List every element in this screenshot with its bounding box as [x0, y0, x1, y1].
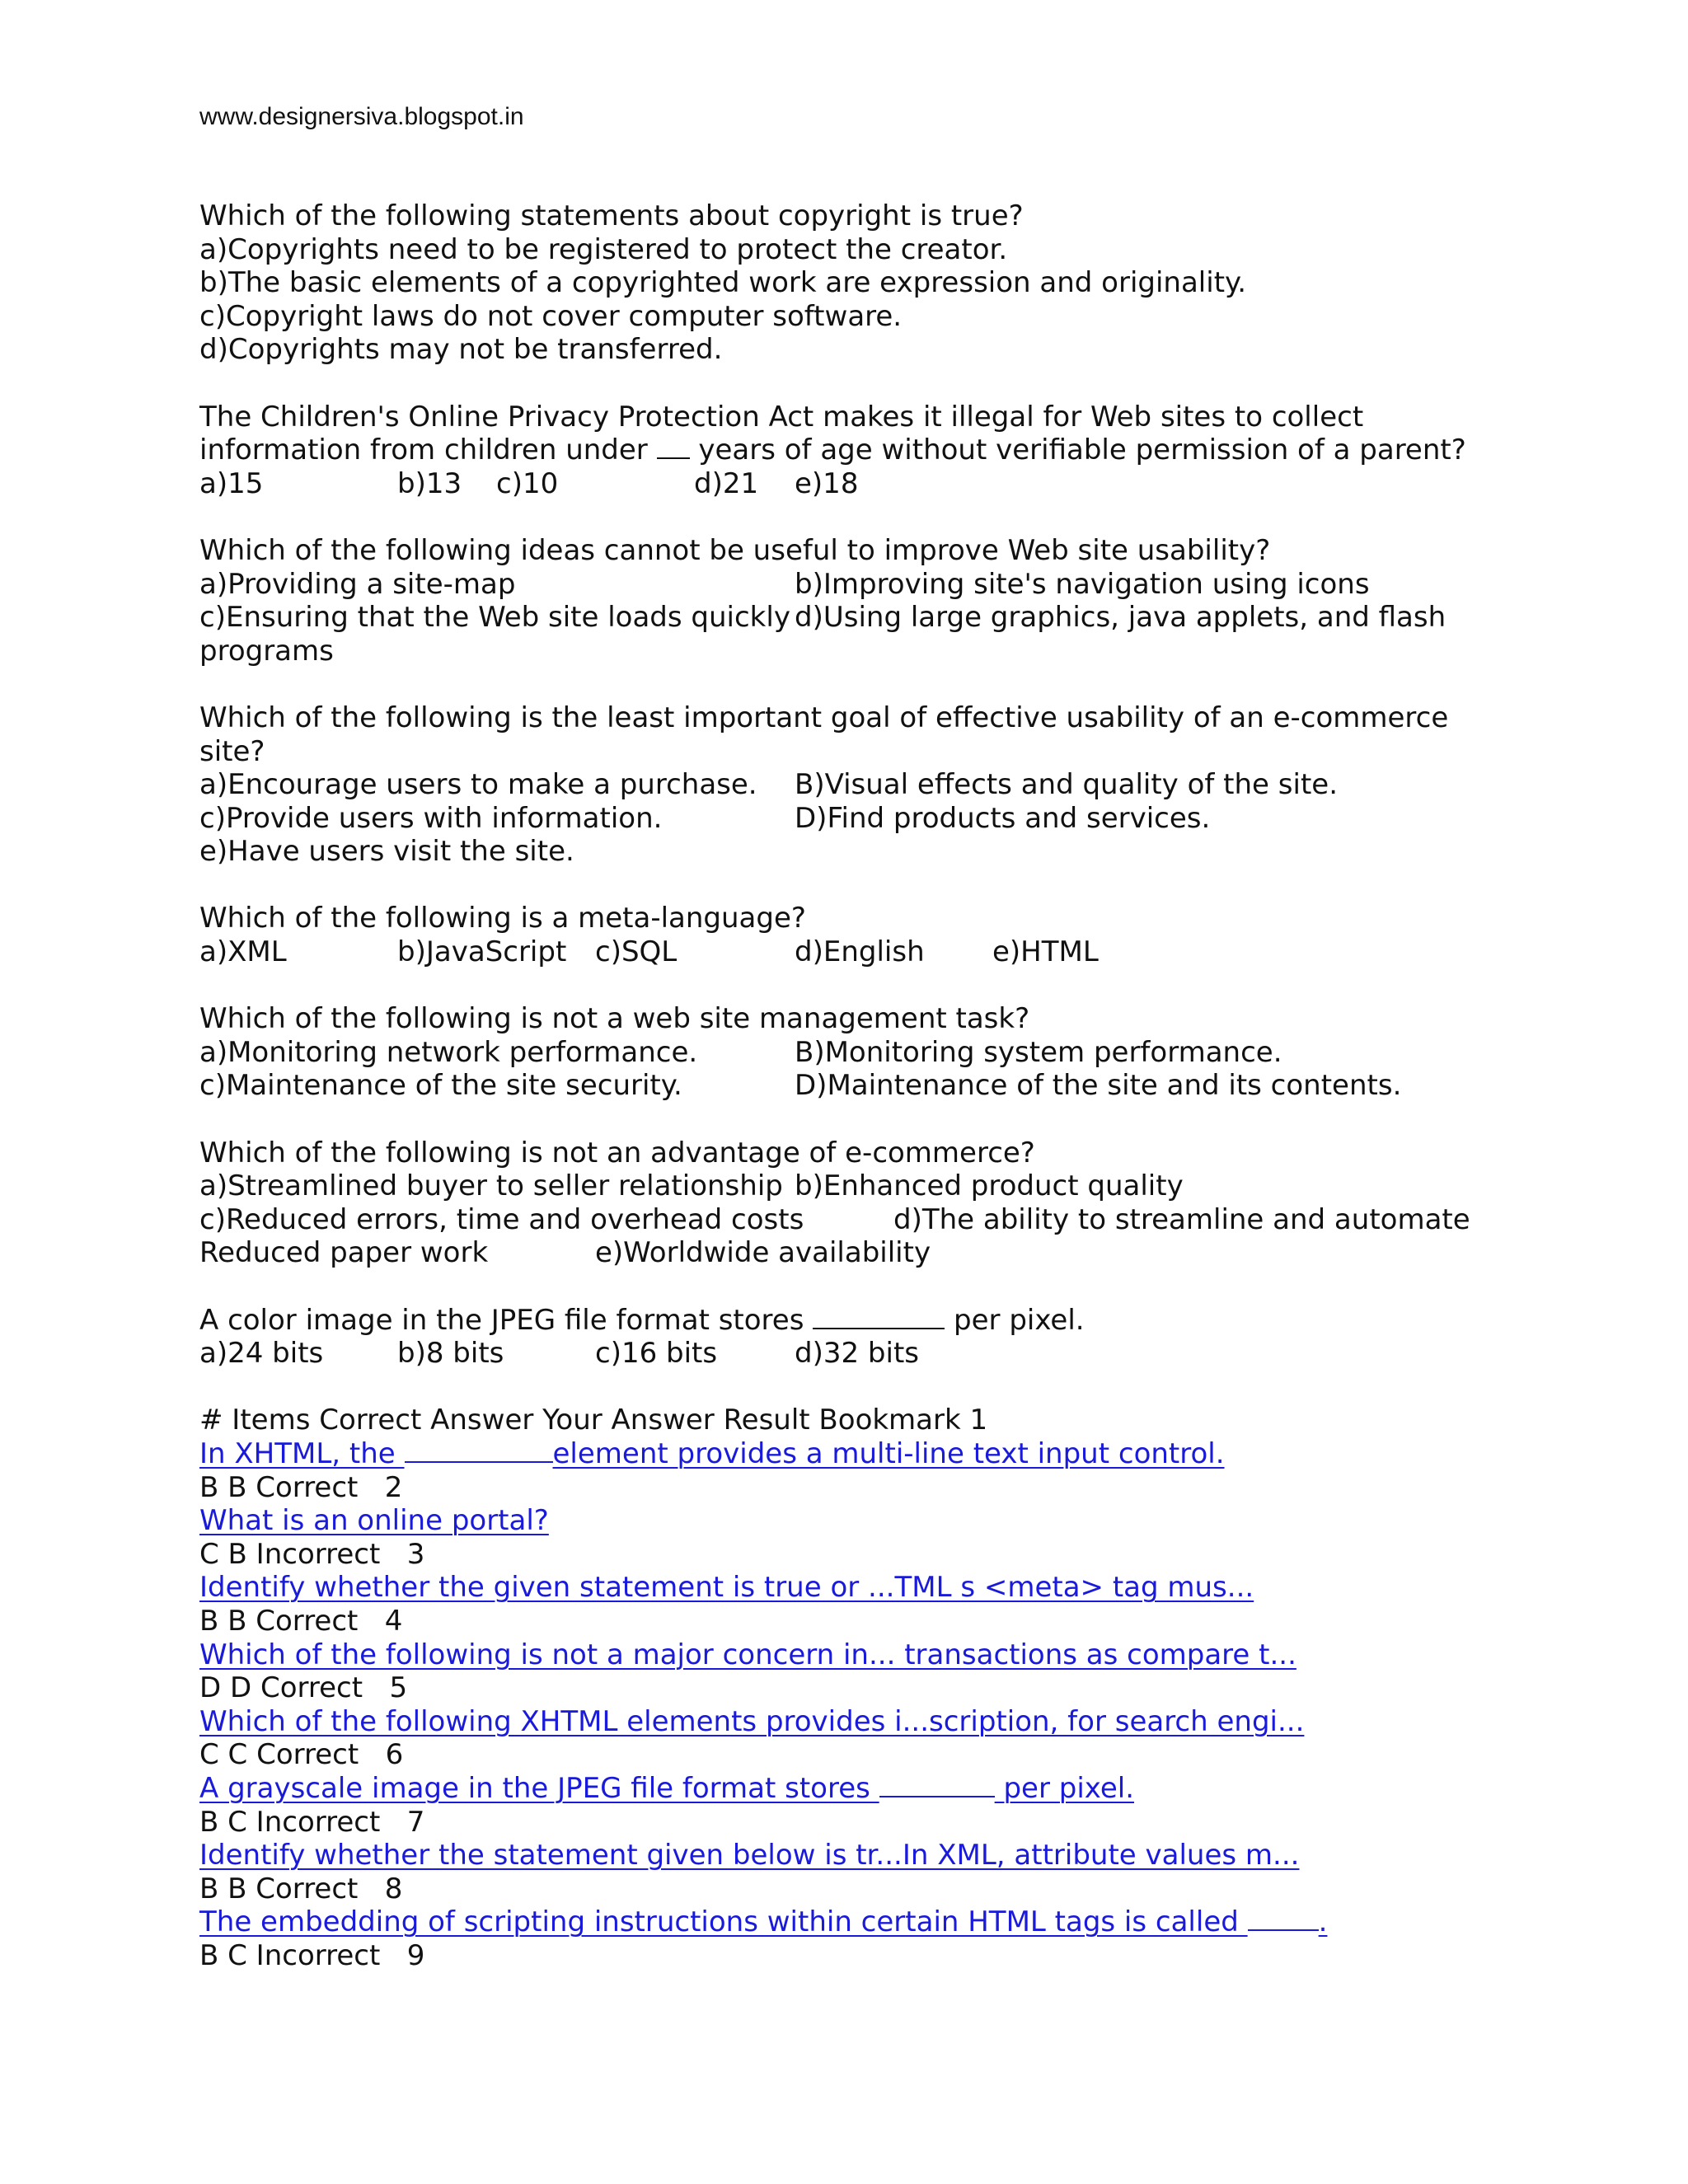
question-text: site? [199, 734, 265, 768]
option-row [199, 935, 1502, 969]
result-item [199, 1571, 1502, 1605]
question-link[interactable]: What is an online portal? [199, 1504, 549, 1538]
option-row [199, 1069, 1502, 1103]
option-row [199, 1337, 1502, 1371]
spacer [199, 969, 1502, 1003]
question-link[interactable]: Identify whether the statement given below is tr...In XML, attribute values m... [199, 1839, 1300, 1872]
option: a)15 [199, 466, 264, 500]
result-item [199, 1504, 1502, 1538]
option: c)Ensuring that the Web site loads quickly [199, 601, 790, 635]
option: a)Encourage users to make a purchase. [199, 768, 757, 802]
option: d)21 [694, 466, 759, 500]
spacer [199, 1270, 1502, 1304]
option: b)8 bits [397, 1337, 504, 1371]
option: B)Monitoring system performance. [795, 1035, 1282, 1069]
option-row [199, 1169, 1502, 1203]
option: a)24 bits [199, 1337, 324, 1371]
link-blank [879, 1795, 995, 1797]
option: c)Maintenance of the site security. [199, 1069, 682, 1103]
option-row [199, 1036, 1502, 1070]
option: a)Monitoring network performance. [199, 1035, 698, 1069]
results-header: # Items Correct Answer Your Answer Result Bookmark 1 [199, 1404, 988, 1437]
option: a)Copyrights need to be registered to protect the creator. [199, 232, 1008, 266]
question-link[interactable]: Which of the following is not a major concern in... transactions as compare t... [199, 1638, 1296, 1671]
option: c)SQL [595, 935, 678, 969]
option: e)Have users visit the site. [199, 835, 574, 869]
result-status: C B Incorrect 3 [199, 1537, 425, 1571]
result-item [199, 1839, 1502, 1872]
question-link[interactable]: The embedding of scripting instructions within certain HTML tags is called . [199, 1905, 1328, 1939]
option: d)English [795, 935, 925, 969]
question-text: Which of the following ideas cannot be useful to improve Web site usability? [199, 533, 1271, 567]
question-link[interactable]: A grayscale image in the JPEG file format stores per pixel. [199, 1771, 1135, 1805]
spacer [199, 1371, 1502, 1404]
option: D)Maintenance of the site and its contents. [795, 1069, 1402, 1103]
answer-blank [657, 457, 690, 459]
result-item [199, 1772, 1502, 1806]
result-item [199, 1705, 1502, 1739]
result-item [199, 1437, 1502, 1471]
option: d)Copyrights may not be transferred. [199, 333, 723, 367]
option: b)13 [397, 466, 462, 500]
option: e)Worldwide availability [595, 1236, 931, 1270]
option: c)16 bits [595, 1337, 718, 1371]
result-status: D D Correct 5 [199, 1671, 408, 1705]
link-blank [1248, 1929, 1319, 1931]
option: c)10 [496, 466, 559, 500]
option: c)Reduced errors, time and overhead costs [199, 1202, 804, 1236]
option: d)The ability to streamline and automate [893, 1202, 1470, 1236]
option: d)32 bits [795, 1337, 919, 1371]
result-status: B C Incorrect 7 [199, 1805, 425, 1839]
result-status: B B Correct 4 [199, 1604, 403, 1638]
result-item [199, 1638, 1502, 1672]
option: a)XML [199, 935, 287, 969]
result-status: B C Incorrect 9 [199, 1938, 425, 1972]
option: D)Find products and services. [795, 801, 1211, 835]
question-text: Which of the following is a meta-language? [199, 902, 806, 935]
option: Reduced paper work [199, 1236, 489, 1270]
spacer [199, 500, 1502, 534]
question-text: information from children under years of age without verifiable permission of a parent? [199, 434, 1466, 467]
option-row [199, 568, 1502, 602]
option-row [199, 601, 1502, 635]
question-text: The Children's Online Privacy Protection Act makes it illegal for Web sites to collect [199, 400, 1364, 434]
spacer [199, 869, 1502, 902]
question-link[interactable]: Which of the following XHTML elements provides i...scription, for search engi... [199, 1704, 1305, 1738]
question-link[interactable]: In XHTML, the element provides a multi-line text input control. [199, 1436, 1225, 1470]
result-item [199, 1905, 1502, 1939]
question-text: Which of the following is not a web site management task? [199, 1002, 1030, 1036]
answer-blank [813, 1327, 945, 1329]
option-row [199, 1203, 1502, 1237]
option-row [199, 1236, 1502, 1270]
option: d)Using large graphics, java applets, and flash [795, 601, 1447, 635]
option: e)18 [795, 466, 859, 500]
result-status: B B Correct 2 [199, 1470, 403, 1504]
option: a)Providing a site-map [199, 567, 516, 601]
option-row [199, 768, 1502, 802]
option: b)JavaScript [397, 935, 567, 969]
question-text: Which of the following is the least important goal of effective usability of an e-commerce [199, 701, 1449, 734]
option: b)Enhanced product quality [795, 1169, 1184, 1203]
spacer [199, 367, 1502, 401]
option: c)Copyright laws do not cover computer software. [199, 299, 903, 333]
question-text: Which of the following statements about copyright is true? [199, 199, 1024, 232]
document-content [199, 199, 1502, 1972]
option: c)Provide users with information. [199, 801, 663, 835]
option: e)HTML [992, 935, 1099, 969]
question-link[interactable]: Identify whether the given statement is true or ...TML s <meta> tag mus... [199, 1571, 1254, 1605]
option: b)Improving site's navigation using icons [795, 567, 1370, 601]
result-status: C C Correct 6 [199, 1738, 404, 1772]
link-blank [405, 1460, 553, 1463]
option-row [199, 467, 1502, 501]
spacer [199, 1103, 1502, 1137]
spacer [199, 668, 1502, 701]
header-url: www.designersiva.blogspot.in [199, 103, 524, 130]
question-text: A color image in the JPEG file format stores per pixel. [199, 1303, 1085, 1337]
option: a)Streamlined buyer to seller relationship [199, 1169, 783, 1203]
option-row [199, 802, 1502, 836]
option: programs [199, 634, 334, 668]
result-status: B B Correct 8 [199, 1872, 403, 1905]
option: B)Visual effects and quality of the site. [795, 768, 1338, 802]
question-text: Which of the following is not an advantage of e-commerce? [199, 1136, 1035, 1169]
option: b)The basic elements of a copyrighted work are expression and originality. [199, 266, 1247, 300]
